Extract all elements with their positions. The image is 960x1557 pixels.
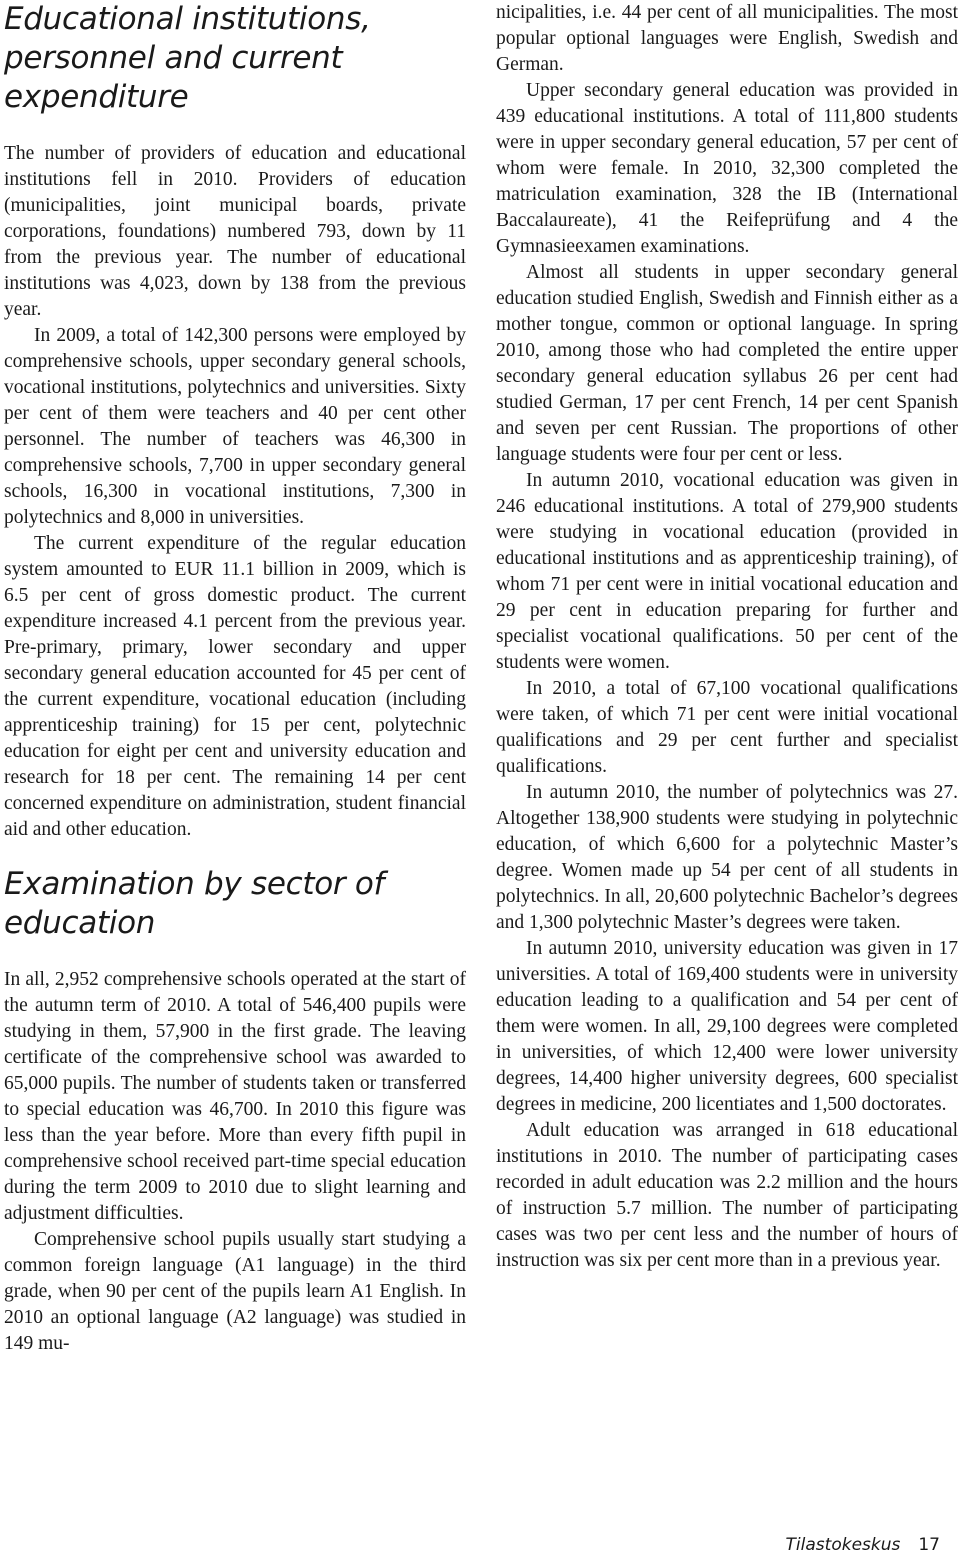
section-heading-institutions: Educational institutions, personnel and current expenditure (4, 1, 371, 115)
paragraph-adult-education: Adult education was arranged in 618 educational institutions in 2010. The number of participating cases recorded in adult education was 2.2 million and the hours of instruction 5.7 million. The number of participating cases was two per cent less and the number of hours of instruction was six per cent more than in a previous year. (496, 1120, 958, 1271)
right-column (496, 0, 958, 1274)
footer-publisher: Tilastokeskus (785, 1535, 901, 1555)
paragraph-optional-languages: nicipalities, i.e. 44 per cent of all municipalities. The most popular optional languages were English, Swedish and German. (496, 2, 958, 75)
paragraph-language-studies: Almost all students in upper secondary general education studied English, Swedish and Finnish either as a mother tongue, common or optional language. In spring 2010, among those who had completed the entire upper secondary general education syllabus 26 per cent had studied German, 17 per cent French, 14 per cent Spanish and seven per cent Russian. The proportions of other language students were four per cent or less. (496, 262, 958, 465)
paragraph-comprehensive-schools: In all, 2,952 comprehensive schools operated at the start of the autumn term of 2010. A total of 546,400 pupils were studying in them, 57,900 in the first grade. The leaving certificate of the comprehensive school was awarded to 65,000 pupils. The number of students taken or transferred to special education was 46,700. In 2010 this figure was less than the year before. More than every fifth pupil in comprehensive school received part-time special education during the term 2009 to 2010 due to slight learning and adjustment difficulties. (4, 969, 466, 1224)
paragraph-personnel: In 2009, a total of 142,300 persons were employed by comprehensive schools, upper secondary general schools, vocational institutions, polytechnics and universities. Sixty per cent of them were teachers and 40 per cent other personnel. The number of teachers was 46,300 in comprehensive schools, 7,700 in upper secondary general schools, 16,300 in vocational institutions, 7,300 in polytechnics and 8,000 in universities. (4, 325, 466, 528)
page-footer (786, 1534, 940, 1556)
paragraph-polytechnics: In autumn 2010, the number of polytechnics was 27. Altogether 138,900 students were studying in polytechnic education, of which 6,600 for a polytechnic Master’s degree. Women made up 54 per cent of all students in polytechnics. In all, 20,600 polytechnic Bachelor’s degrees and 1,300 polytechnic Master’s degrees were taken. (496, 782, 958, 933)
paragraph-foreign-languages: Comprehensive school pupils usually start studying a common foreign language (A1 language) in the third grade, when 90 per cent of the pupils learn A1 English. In 2010 an optional language (A2 language) was studied in 149 mu- (4, 1229, 466, 1354)
left-column (4, 0, 466, 1357)
paragraph-vocational-education: In autumn 2010, vocational education was given in 246 educational institutions. A total of 279,900 students were studying in vocational education (provided in educational institutions and as apprenticeship training), of whom 71 per cent were in initial vocational education and 29 per cent in education preparing for further and specialist vocational qualifications. 50 per cent of the students were women. (496, 470, 958, 673)
paragraph-providers: The number of providers of education and educational institutions fell in 2010. Providers of education (municipalities, joint municipal boards, private corporations, foundations) numbered 793, down by 11 from the previous year. The number of educational institutions was 4,023, down by 138 from the previous year. (4, 143, 466, 320)
paragraph-universities: In autumn 2010, university education was given in 17 universities. A total of 169,400 students were in university education leading to a qualification and 54 per cent of them were women. In all, 29,100 degrees were completed in universities, of which 12,400 were lower university degrees, 14,400 higher university degrees, 600 specialist degrees in medicine, 200 licentiates and 1,500 doctorates. (496, 938, 958, 1115)
paragraph-upper-secondary: Upper secondary general education was provided in 439 educational institutions. A total of 111,800 students were in upper secondary general education, 57 per cent of whom were female. In 2010, 32,300 completed the matriculation examination, 328 the IB (International Baccalaureate), 41 the Reifeprüfung and 4 the Gymnasieexamen examinations. (496, 80, 958, 257)
section-heading-examination: Examination by sector of education (4, 866, 385, 941)
paragraph-vocational-qualifications: In 2010, a total of 67,100 vocational qualifications were taken, of which 71 per cent were initial vocational qualifications and 29 per cent further and specialist qualifications. (496, 678, 958, 777)
page-number: 17 (918, 1535, 940, 1555)
paragraph-expenditure: The current expenditure of the regular education system amounted to EUR 11.1 billion in 2009, which is 6.5 per cent of gross domestic product. The current expenditure increased 4.1 percent from the previous year. Pre-primary, primary, lower secondary and upper secondary general education accounted for 45 per cent of the current expenditure, vocational education (including apprenticeship training) for 15 per cent, polytechnic education for eight per cent and university education and research for 18 per cent. The remaining 14 per cent concerned expenditure on administration, student financial aid and other education. (4, 533, 466, 840)
